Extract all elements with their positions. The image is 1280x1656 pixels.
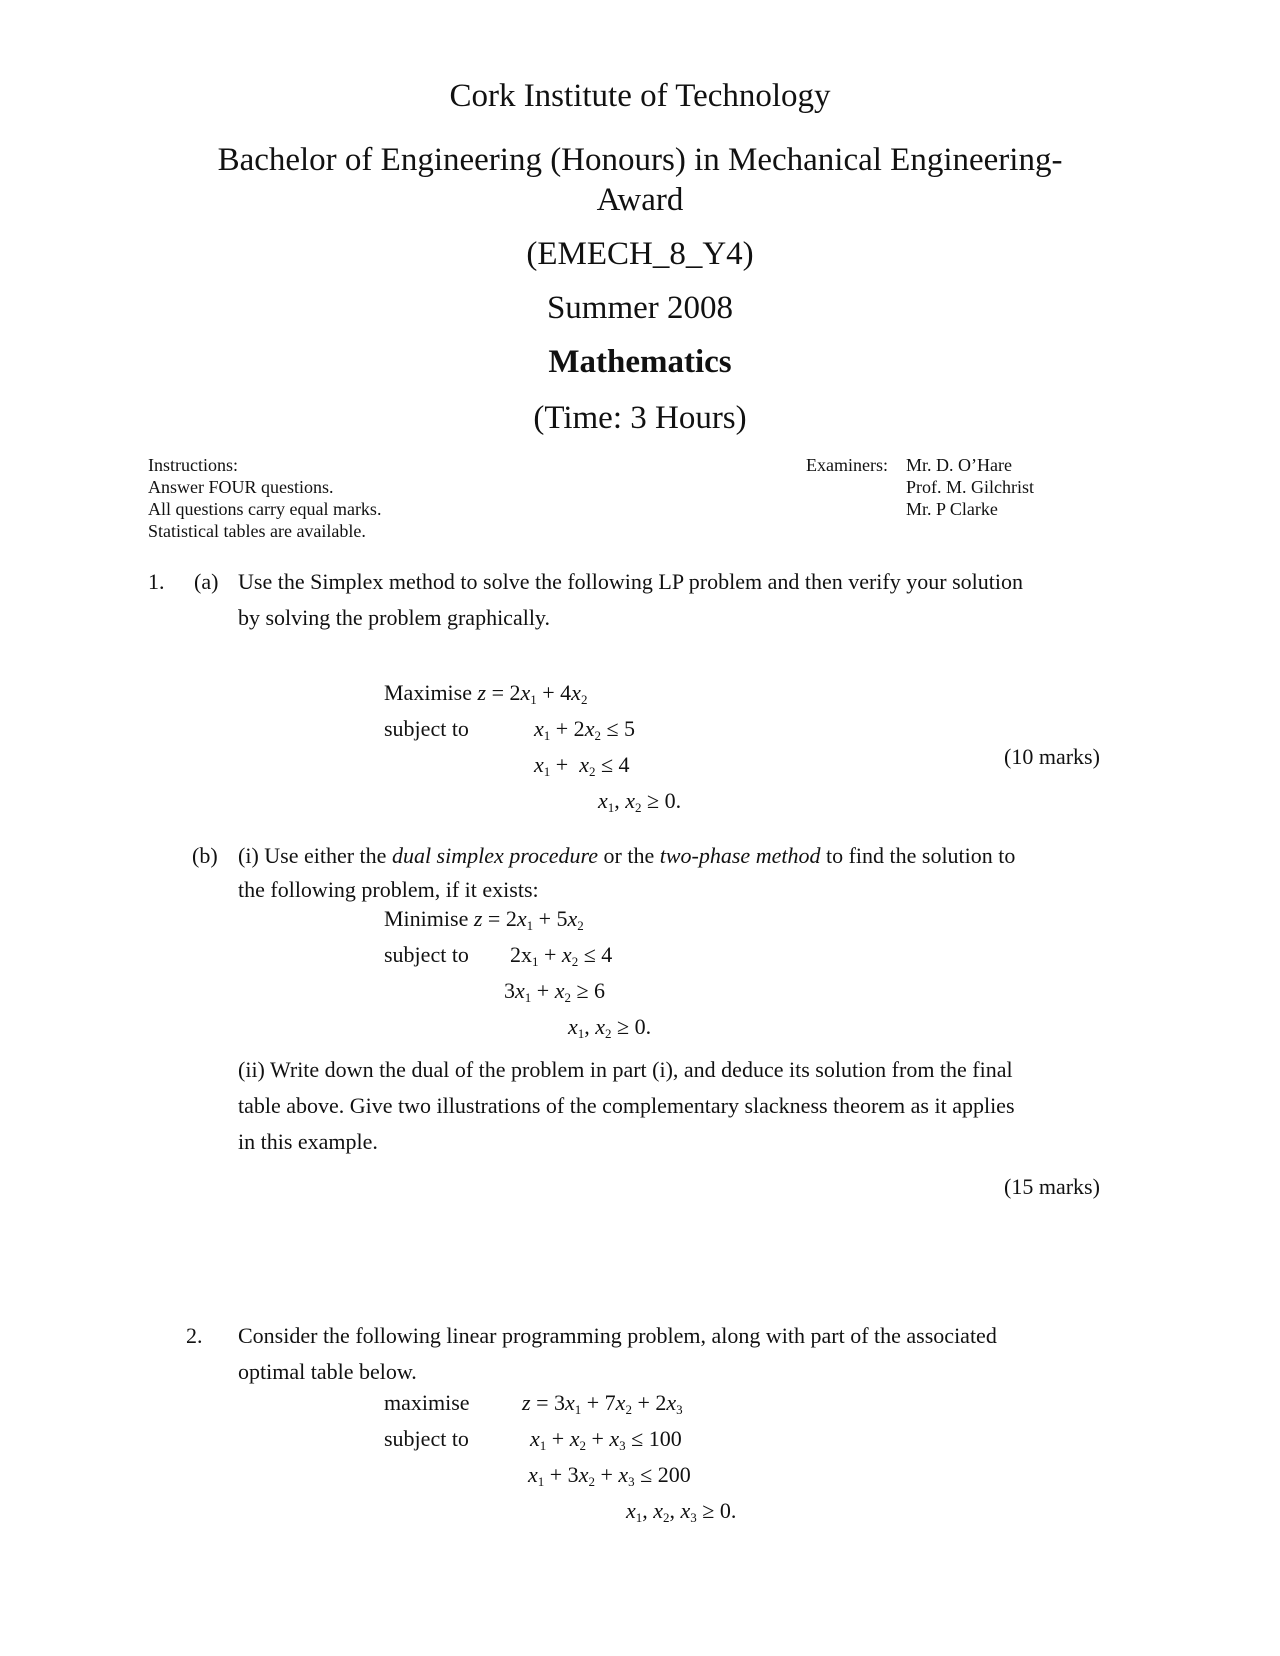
q1b-i-text-line1	[238, 838, 1015, 874]
instruction-line: Statistical tables are available.	[148, 521, 366, 541]
q1b-nonnegativity: $x_1$, $x_2 \ge 0$.	[568, 1014, 652, 1041]
exam-session: Summer 2008	[546, 290, 734, 326]
q2-objective-label: maximise	[384, 1390, 470, 1415]
question-2-number: 2.	[186, 1323, 203, 1348]
q2-objective: $z = 3x_1 + 7x_2 + 2x_3$	[522, 1390, 683, 1417]
exam-time: (Time: 3 Hours)	[533, 400, 747, 436]
q1b-subject-label: subject to	[384, 942, 469, 967]
q1a-subject-label: subject to	[384, 716, 469, 741]
q1a-text-line1: Use the Simplex method to solve the following LP problem and then verify your solution	[238, 569, 1023, 594]
q1b-marks: (15 marks)	[1004, 1174, 1100, 1199]
q1a-text-line2: by solving the problem graphically.	[238, 605, 551, 630]
subject-title: Mathematics	[548, 344, 732, 380]
instructions-block	[148, 454, 381, 542]
q1b-i-two-phase-term: two-phase method	[659, 843, 821, 868]
q1b-i-pre: (i) Use either the	[238, 843, 387, 868]
q1a-constraint-2: $x_1 + x_2 \le 4$	[534, 752, 630, 779]
objective-label: Maximise	[384, 680, 472, 705]
q1a-nonnegativity: $x_1$, $x_2 \ge 0$.	[598, 788, 682, 815]
instruction-line: All questions carry equal marks.	[148, 499, 382, 519]
examiner-name: Mr. P Clarke	[906, 499, 998, 519]
q2-text-line1: Consider the following linear programming problem, along with part of the associated	[238, 1323, 997, 1348]
q2-text-line2: optimal table below.	[238, 1359, 417, 1384]
instruction-line: Answer FOUR questions.	[148, 477, 334, 497]
objective-label: Minimise	[384, 906, 469, 931]
q1b-i-or: or the	[603, 843, 655, 868]
q1b-ii-text-line3: in this example.	[238, 1129, 378, 1154]
course-code: (EMECH_8_Y4)	[526, 236, 754, 272]
q1b-label: (b)	[192, 843, 218, 868]
q2-nonnegativity: $x_1$, $x_2$, $x_3 \ge 0$.	[626, 1498, 737, 1525]
q1b-constraint-2: $3x_1 + x_2 \ge 6$	[504, 978, 606, 1005]
q1a-constraint-1: $x_1 + 2x_2 \le 5$	[534, 716, 636, 743]
q1a-marks: (10 marks)	[1004, 744, 1100, 769]
examiner-name: Prof. M. Gilchrist	[906, 477, 1034, 497]
question-1-number: 1.	[148, 569, 165, 594]
examiner-name: Mr. D. O’Hare	[906, 455, 1012, 475]
q1a-label: (a)	[194, 569, 219, 594]
q1a-objective: Maximise $z = 2x_1 + 4x_2$	[384, 680, 588, 707]
q1b-i-post: to find the solution to	[825, 843, 1016, 868]
programme-title-line1: Bachelor of Engineering (Honours) in Mechanical Engineering-	[217, 142, 1063, 178]
q1b-constraint-1: $2x_1 + x_2 \le 4$	[510, 942, 613, 969]
examiners-label: Examiners:	[806, 455, 888, 475]
q1b-ii-text-line2: table above. Give two illustrations of the complementary slackness theorem as it applies	[238, 1093, 1015, 1118]
q1b-i-text-line2: the following problem, if it exists:	[238, 877, 539, 902]
institute-title: Cork Institute of Technology	[449, 78, 831, 114]
q2-constraint-2: $x_1 + 3x_2 + x_3 \le 200$	[528, 1462, 691, 1489]
q1b-ii-text-line1: (ii) Write down the dual of the problem in part (i), and deduce its solution from the final	[238, 1057, 1013, 1082]
q2-constraint-1: $x_1 + x_2 + x_3 \le 100$	[530, 1426, 682, 1453]
q2-subject-label: subject to	[384, 1426, 469, 1451]
q1b-i-dual-term: dual simplex procedure	[391, 843, 599, 868]
programme-title-line2: Award	[596, 182, 684, 218]
instructions-heading: Instructions:	[148, 455, 238, 475]
examiners-list	[906, 454, 1034, 520]
q1b-objective: Minimise $z = 2x_1 + 5x_2$	[384, 906, 584, 933]
